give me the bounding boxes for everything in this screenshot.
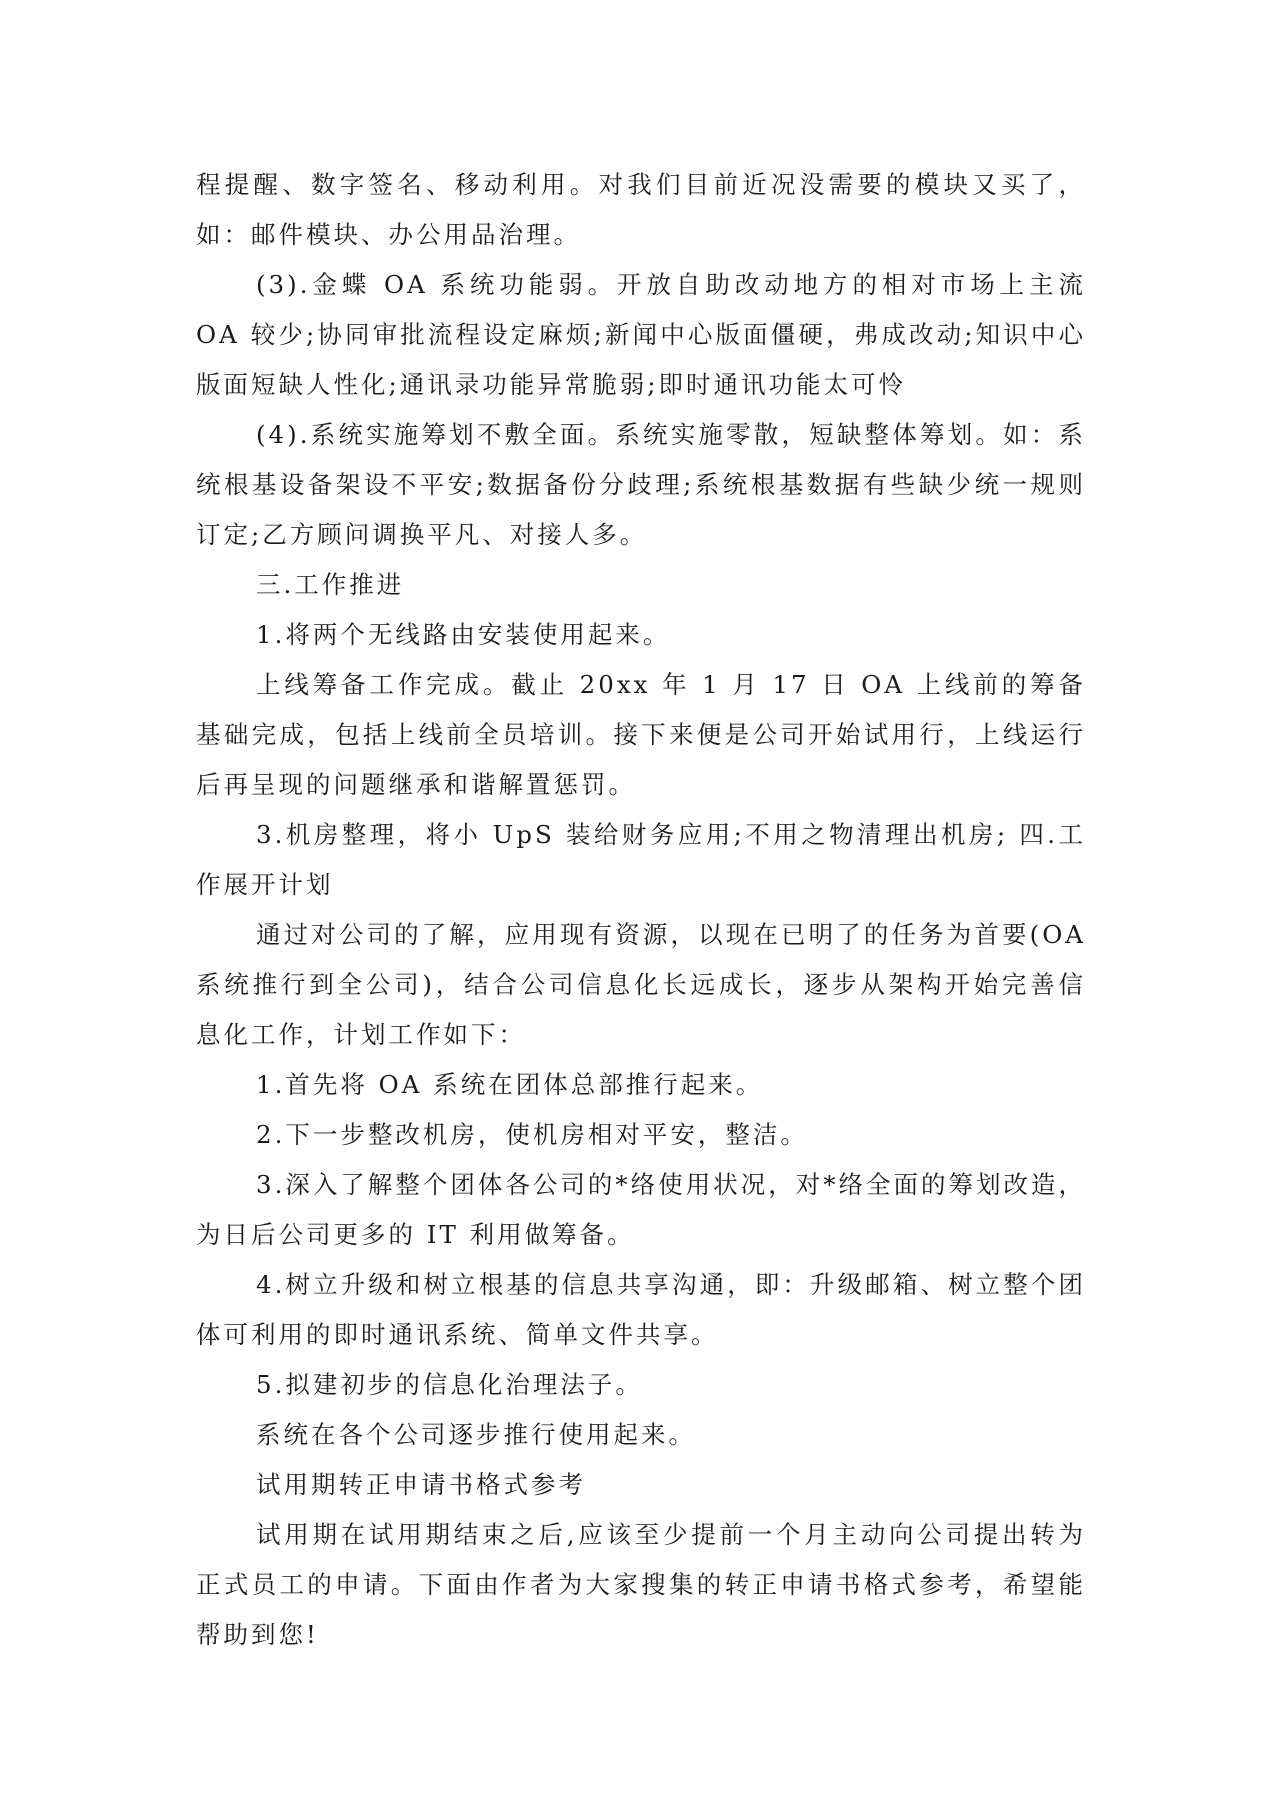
list-item-plan-3: 3.深入了解整个团体各公司的*络使用状况，对*络全面的筹划改造，为日后公司更多的 IT 利用做筹备。: [196, 1170, 1086, 1249]
paragraph-implementation-planning: (4).系统实施筹划不敷全面。系统实施零散，短缺整体筹划。如：系统根基设备架设不平安;数据备份分歧理;系统根基数据有些缺少统一规则订定;乙方顾问调换平凡、对接人多。: [196, 420, 1086, 549]
paragraph-launch-preparation: 上线筹备工作完成。截止 20xx 年 1 月 17 日 OA 上线前的筹备基础完成，包括上线前全员培训。接下来便是公司开始试用行，上线运行后再呈现的问题继承和谐解置惩罚。: [196, 670, 1086, 799]
paragraph-kingdee-oa-weakness: (3).金蝶 OA 系统功能弱。开放自助改动地方的相对市场上主流 OA 较少;协同审批流程设定麻烦;新闻中心版面僵硬，弗成改动;知识中心版面短缺人性化;通讯录功能异常脆弱;即时通讯功能太可怜: [196, 270, 1086, 399]
list-item-server-room: 3.机房整理，将小 UpS 装给财务应用;不用之物清理出机房; 四.工作展开计划: [196, 820, 1086, 899]
list-item-plan-1: 1.首先将 OA 系统在团体总部推行起来。: [256, 1070, 764, 1099]
paragraph-plan-intro: 通过对公司的了解，应用现有资源，以现在已明了的任务为首要(OA 系统推行到全公司)，结合公司信息化长远成长，逐步从架构开始完善信息化工作，计划工作如下：: [196, 920, 1086, 1049]
list-item-plan-4: 4.树立升级和树立根基的信息共享沟通，即：升级邮箱、树立整个团体可利用的即时通讯系统、简单文件共享。: [196, 1270, 1086, 1349]
paragraph-rollout: 系统在各个公司逐步推行使用起来。: [256, 1420, 696, 1449]
list-item-plan-2: 2.下一步整改机房，使机房相对平安，整洁。: [256, 1120, 808, 1149]
paragraph-continued: 程提醒、数字签名、移动利用。对我们目前近况没需要的模块又买了，如：邮件模块、办公用品治理。: [196, 170, 1086, 249]
section-heading-work-progress: 三.工作推进: [256, 570, 405, 599]
document-body: [196, 160, 1086, 1660]
paragraph-probation-intro: 试用期在试用期结束之后,应该至少提前一个月主动向公司提出转为正式员工的申请。下面由作者为大家搜集的转正申请书格式参考，希望能帮助到您!: [196, 1520, 1086, 1649]
section-heading-probation: 试用期转正申请书格式参考: [256, 1470, 586, 1499]
list-item-wireless-router: 1.将两个无线路由安装使用起来。: [256, 620, 671, 649]
list-item-plan-5: 5.拟建初步的信息化治理法子。: [256, 1370, 643, 1399]
